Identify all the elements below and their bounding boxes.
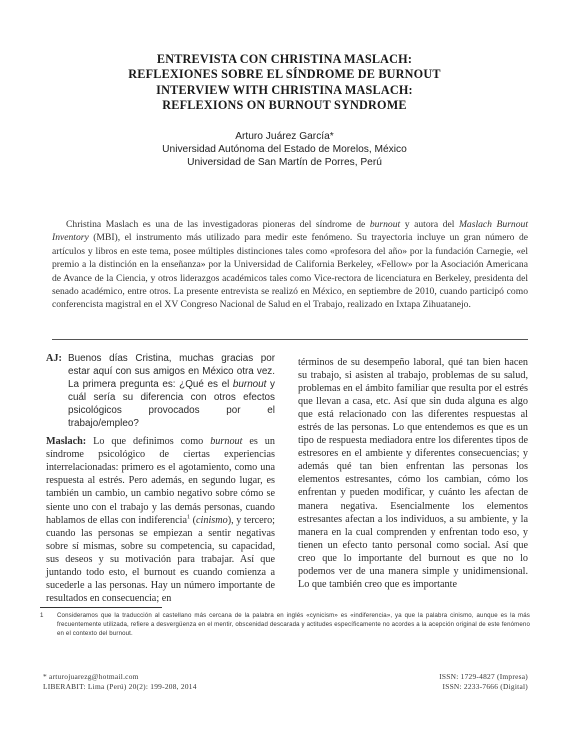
title-spanish-line-2: REFLEXIONES SOBRE EL SÍNDROME DE BURNOUT — [128, 67, 441, 81]
title-english-line-1: INTERVIEW WITH CHRISTINA MASLACH: — [156, 83, 413, 97]
journal-citation: LIBERABIT: Lima (Perú) 20(2): 199-208, 2014 — [43, 681, 197, 691]
issn-print: ISSN: 1729-4827 (Impresa) — [439, 672, 528, 681]
issn-digital: ISSN: 2233-7666 (Digital) — [442, 681, 528, 691]
question-text-part: Buenos días Cristina, muchas gracias por estar aquí con sus amigos en México otra vez. La primera pregunta es: ¿Qué es el — [68, 353, 275, 391]
answer-term-cinismo: cinismo — [196, 514, 228, 526]
author-block — [0, 130, 569, 169]
title-spanish — [0, 52, 569, 82]
footer-left — [43, 672, 197, 691]
answer-text: ( — [190, 514, 196, 526]
answer-term-burnout: burnout — [210, 436, 243, 448]
footnote-ref[interactable]: 1 — [187, 514, 191, 521]
left-column — [46, 352, 275, 605]
affiliation-1: Universidad Autónoma del Estado de Morelos, México — [162, 144, 407, 155]
answer-continued: términos de su desempeño laboral, qué tan bien hacen su trabajo, si asisten al trabajo, problemas de su salud, problemas en el ámbito familiar que resulta por el estrés que llevan a casa, etc. Así que sin duda alguna es algo que está relacionado con las diferentes respuestas al estrés de las personas. Lo que entendemos es que es un tipo de respuesta mediadora entre los diferentes tipos de estresores en el ambiente y diferentes consecuencias; y además qué tan bien enfrentan las personas los elementos estresantes, cómo los cambian, cómo los enfrentan y pueden modificar, y cuánto les afectan de manera negativa. Esencialmente los elementos estresantes afectan a los individuos, a su ambiente, y la manera en la cual comprenden y enfrentan todo eso, y tienen un efecto tanto personal como social. Así que creo que lo importante del burnout es que no lo podemos ver de una manera simple y unidimensional. Lo que también creo que es importante — [298, 357, 528, 590]
answer-text: Lo que definimos como — [86, 436, 211, 448]
question-term-burnout: burnout — [232, 379, 267, 391]
title-english — [0, 83, 569, 113]
section-divider — [52, 339, 528, 340]
affiliation-2: Universidad de San Martín de Porres, Perú — [187, 157, 382, 168]
abstract-text: y autora del — [400, 219, 459, 230]
answer-text: es un síndrome psicológico de ciertas experiencias interrelacionadas: primero es el agotamiento, como una respuesta al estrés. Pero además, en segundo lugar, es también un cambio, un cambio negativo sobre cómo se siente uno con el trabajo y las demás personas, cuando hablamos de ellas con indiferencia — [46, 436, 275, 526]
footnote — [40, 612, 530, 638]
abstract-text: (MBI), el instrumento más utilizado para medir este fenómeno. Su trayectoria incluye un gran número de artículos y libros en este tema, posee múltiples distinciones tales como «profesora del año» por la fundación Carnegie, «el premio a la distinción en la enseñanza» por la Universidad de California Berkeley, «Fellow» por la Asociación Americana de Avance de la Ciencia, y otros liderazgos académicos tales como Vice-rectora de licenciatura en Berkeley, presidenta del senado académico, entre otros. La presente entrevista se realizó en México, en septiembre de 2010, cuando participó como conferencista magistral en el XV Congreso Nacional de Salud en el Trabajo, realizado en Ixtapa Zihuatanejo. — [52, 232, 528, 311]
abstract-text: Christina Maslach es una de las investigadoras pioneras del síndrome de — [66, 219, 370, 230]
question-text — [68, 352, 275, 430]
abstract-term-burnout: burnout — [369, 219, 401, 230]
author-email[interactable]: * arturojuarezg@hotmail.com — [43, 672, 139, 681]
footnote-text: Consideramos que la traducción al castellano más cercana de la palabra en inglés «cynicism» es «indiferencia», ya que la palabra cinismo, aunque es la más frecuentemente utilizada, refiere a desvergüenza en el mentir, obscenidad descarada y actitudes específicamente no acordes a la acepción original de este fenómeno en el contexto del burnout. — [57, 612, 530, 637]
footnote-divider — [40, 607, 162, 608]
maslach-answer — [46, 435, 275, 605]
footer-right — [395, 672, 528, 691]
right-column — [298, 356, 528, 591]
interviewer-label: AJ: — [46, 353, 62, 364]
footnote-number: 1 — [40, 612, 44, 619]
question-text-part: y cuál sería su diferencia con otros efectos psicológicos provocados por el trabajo/empleo? — [68, 379, 275, 430]
abstract-term-mbi: Maslach Burnout Inventory — [52, 219, 528, 244]
title-spanish-line-1: ENTREVISTA CON CHRISTINA MASLACH: — [156, 52, 413, 66]
title-english-line-2: REFLEXIONS ON BURNOUT SYNDROME — [162, 98, 407, 112]
answer-text: ), y tercero; cuando las personas se empiezan a sentir negativas sobre sí mismas, sobre su competencia, su capacidad, sus deseos y su motivación para trabajar. Así que juntando todo esto, el burnout es cuando comienza a sucederle a las personas. Hay un número importante de resultados en consecuencia; en — [46, 514, 276, 604]
respondent-label: Maslach: — [46, 436, 87, 448]
interviewer-question — [46, 352, 275, 430]
author-name: Arturo Juárez García* — [235, 131, 334, 142]
abstract — [52, 218, 528, 312]
